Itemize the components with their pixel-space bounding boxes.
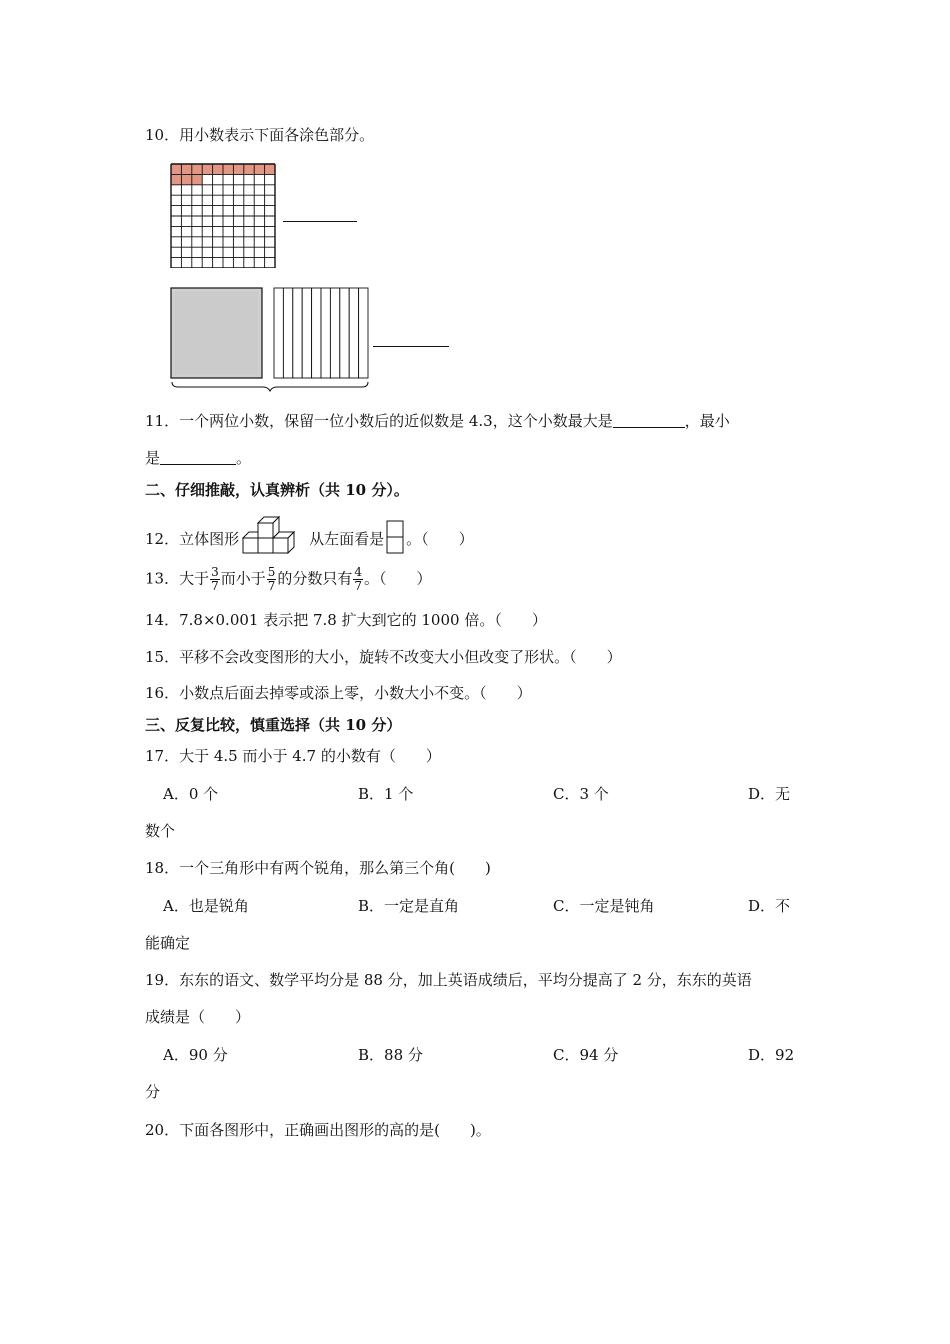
- question-11-text-c: 是: [145, 449, 161, 467]
- question-11-text-d: 。: [236, 449, 252, 467]
- fraction-denominator: 7: [354, 579, 363, 593]
- hundred-grid-figure: [168, 162, 278, 268]
- question-11-text-a: 11．一个两位小数，保留一位小数后的近似数是 4.3，这个小数最大是: [145, 412, 613, 430]
- tenth-strip: [349, 288, 358, 378]
- q18-option-d[interactable]: [748, 896, 790, 916]
- option-label: C．3 个: [553, 785, 609, 803]
- option-label: C．一定是钝角: [553, 897, 655, 915]
- question-10: [145, 125, 374, 145]
- shaded-cell: [192, 174, 202, 184]
- question-18-text: 18．一个三角形中有两个锐角，那么第三个角( ): [145, 859, 491, 877]
- option-label: A．90 分: [163, 1046, 228, 1064]
- tenth-strip: [359, 288, 368, 378]
- unit-square-and-tenths-figure: [168, 286, 378, 392]
- q19-option-a[interactable]: [163, 1045, 228, 1065]
- tenth-strip: [302, 288, 311, 378]
- shaded-cell: [254, 164, 264, 174]
- q17-option-b[interactable]: [358, 784, 413, 804]
- answer-blank-10a[interactable]: [283, 221, 357, 222]
- question-19-cont: [145, 1007, 250, 1027]
- q18-option-b[interactable]: [358, 896, 459, 916]
- tenth-strip: [312, 288, 321, 378]
- question-15: [145, 647, 622, 667]
- q17-option-a[interactable]: [163, 784, 218, 804]
- question-20-text: 20．下面各图形中，正确画出图形的高的是( )。: [145, 1121, 491, 1139]
- tenths-strips: [274, 288, 368, 378]
- tenth-strip: [293, 288, 302, 378]
- question-11-cont: [145, 448, 251, 468]
- option-wrap-text: 能确定: [145, 934, 191, 952]
- q19-option-b[interactable]: [358, 1045, 423, 1065]
- question-20: [145, 1120, 491, 1140]
- question-19: [145, 970, 752, 990]
- tenth-strip: [283, 288, 292, 378]
- fraction-denominator: 7: [267, 579, 276, 593]
- fraction-numerator: 3: [211, 565, 219, 579]
- question-12-text-b: 从左面看是: [309, 530, 385, 548]
- shaded-cell: [265, 164, 275, 174]
- answer-blank-11a[interactable]: [613, 412, 685, 428]
- option-wrap-text: 数个: [145, 822, 176, 840]
- question-13-text-a: 13．大于: [145, 569, 210, 588]
- option-wrap-text: 分: [145, 1083, 161, 1101]
- fraction-4-7: [353, 566, 363, 593]
- question-12: [145, 516, 474, 554]
- q17-option-c[interactable]: [553, 784, 609, 804]
- fraction-5-7: [267, 566, 277, 593]
- question-18: [145, 858, 491, 878]
- q19-option-c[interactable]: [553, 1045, 618, 1065]
- question-16: [145, 683, 532, 703]
- fraction-numerator: 5: [267, 565, 276, 579]
- question-11: [145, 411, 730, 431]
- solid-figure-icon: [240, 516, 308, 554]
- question-11-text-b: ，最小: [684, 412, 730, 430]
- fraction-numerator: 4: [354, 565, 363, 579]
- question-15-text: 15．平移不会改变图形的大小，旋转不改变大小但改变了形状。（ ）: [145, 648, 622, 666]
- question-13-text-d: 。（ ）: [364, 569, 432, 588]
- question-10-text: 10．用小数表示下面各涂色部分。: [145, 126, 375, 144]
- left-view-icon: [385, 520, 405, 554]
- shaded-cell: [223, 164, 233, 174]
- question-12-text-c: 。（ ）: [406, 530, 474, 548]
- full-square-texture: [175, 292, 258, 374]
- question-17-text: 17．大于 4.5 而小于 4.7 的小数有（ ）: [145, 747, 441, 765]
- shaded-cell: [192, 164, 202, 174]
- fraction-3-7: [210, 566, 220, 593]
- tenth-strip: [330, 288, 339, 378]
- question-14-text: 14．7.8×0.001 表示把 7.8 扩大到它的 1000 倍。（ ）: [145, 611, 547, 629]
- q18-option-d-wrap: [145, 933, 190, 953]
- fraction-denominator: 7: [211, 579, 219, 593]
- q17-option-d-wrap: [145, 821, 175, 841]
- question-19-text-line1: 19．东东的语文、数学平均分是 88 分，加上英语成绩后，平均分提高了 2 分，东东的英语: [145, 971, 752, 989]
- shaded-cell: [233, 164, 243, 174]
- option-label: B．88 分: [358, 1046, 423, 1064]
- option-label: D．92: [748, 1046, 795, 1064]
- q17-option-d[interactable]: [748, 784, 790, 804]
- q19-option-d-wrap: [145, 1082, 160, 1102]
- question-14: [145, 610, 547, 630]
- question-13-text-c: 的分数只有: [277, 569, 353, 588]
- question-17: [145, 746, 441, 766]
- shaded-cell: [213, 164, 223, 174]
- answer-blank-10b[interactable]: [373, 346, 449, 347]
- option-label: D．无: [748, 785, 791, 803]
- option-label: A．也是锐角: [163, 897, 249, 915]
- q19-option-d[interactable]: [748, 1045, 794, 1065]
- shaded-cell: [171, 174, 181, 184]
- question-13-text-b: 而小于: [220, 569, 266, 588]
- shaded-cell: [181, 174, 191, 184]
- option-label: C．94 分: [553, 1046, 619, 1064]
- section-3-heading-text: 三、反复比较，慎重选择（共 10 分）: [145, 716, 402, 734]
- question-16-text: 16．小数点后面去掉零或添上零，小数大小不变。（ ）: [145, 684, 532, 702]
- section-2-heading: [145, 480, 409, 500]
- option-label: A．0 个: [163, 785, 219, 803]
- tenth-strip: [321, 288, 330, 378]
- shaded-cell: [171, 164, 181, 174]
- question-13: [145, 566, 432, 593]
- shaded-cell: [181, 164, 191, 174]
- option-label: D．不: [748, 897, 791, 915]
- option-label: B．1 个: [358, 785, 414, 803]
- grouping-brace: [172, 382, 368, 391]
- q18-option-c[interactable]: [553, 896, 654, 916]
- q18-option-a[interactable]: [163, 896, 249, 916]
- section-3-heading: [145, 715, 401, 735]
- option-label: B．一定是直角: [358, 897, 460, 915]
- tenth-strip: [274, 288, 283, 378]
- shaded-cell: [202, 164, 212, 174]
- section-2-heading-text: 二、仔细推敲，认真辨析（共 10 分）。: [145, 481, 409, 499]
- answer-blank-11b[interactable]: [160, 449, 236, 465]
- shaded-cell: [244, 164, 254, 174]
- tenth-strip: [340, 288, 349, 378]
- question-12-text-a: 12．立体图形: [145, 530, 240, 548]
- question-19-text-line2: 成绩是（ ）: [145, 1008, 251, 1026]
